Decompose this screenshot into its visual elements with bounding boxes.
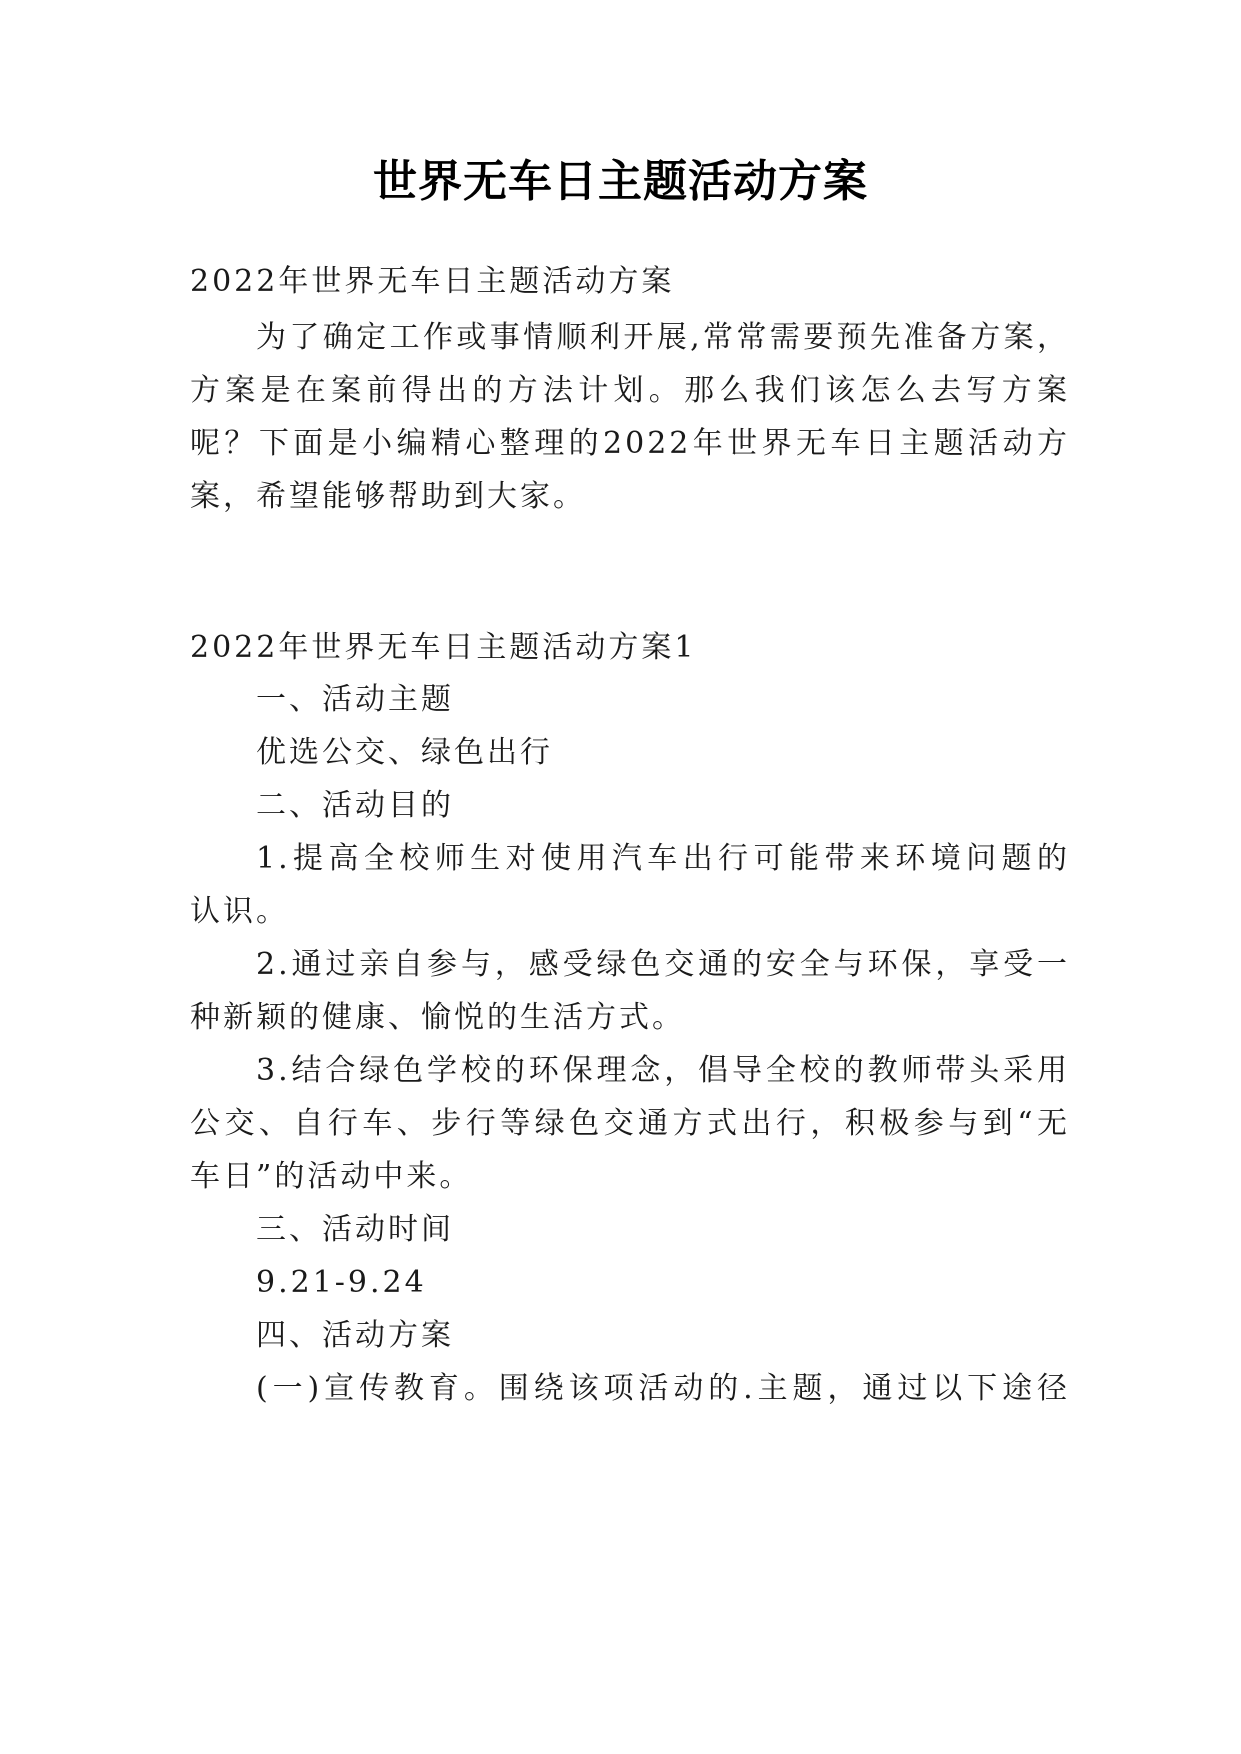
purpose-item-1-line: 1.提高全校师生对使用汽车出行可能带来环境问题的: [256, 841, 1070, 876]
section-title-theme: 一、活动主题: [256, 682, 454, 717]
time-text: 9.21-9.24: [256, 1265, 427, 1300]
intro-paragraph-line: 方案是在案前得出的方法计划。那么我们该怎么去写方案: [190, 373, 1070, 408]
intro-heading: 2022年世界无车日主题活动方案: [190, 264, 675, 299]
purpose-item-2-line: 2.通过亲自参与，感受绿色交通的安全与环保，享受一: [256, 947, 1070, 982]
plan-item-1-line: (一)宣传教育。围绕该项活动的.主题，通过以下途径: [256, 1371, 1070, 1406]
theme-text: 优选公交、绿色出行: [256, 735, 553, 770]
section-title-purpose: 二、活动目的: [256, 788, 454, 823]
intro-paragraph-line: 案，希望能够帮助到大家。: [190, 479, 586, 514]
document-title: 世界无车日主题活动方案: [373, 156, 868, 207]
purpose-item-3-line: 3.结合绿色学校的环保理念，倡导全校的教师带头采用: [256, 1053, 1070, 1088]
purpose-item-3-line: 公交、自行车、步行等绿色交通方式出行，积极参与到“无: [190, 1106, 1070, 1141]
intro-paragraph-line: 呢？下面是小编精心整理的2022年世界无车日主题活动方: [190, 426, 1070, 461]
purpose-item-2-line: 种新颖的健康、愉悦的生活方式。: [190, 1000, 685, 1035]
purpose-item-3-line: 车日”的活动中来。: [190, 1159, 473, 1194]
purpose-item-1-line: 认识。: [190, 894, 289, 929]
intro-paragraph-line: 为了确定工作或事情顺利开展,常常需要预先准备方案，: [256, 320, 1070, 355]
section-heading: 2022年世界无车日主题活动方案1: [190, 630, 697, 665]
section-title-time: 三、活动时间: [256, 1212, 454, 1247]
section-title-plan: 四、活动方案: [256, 1318, 454, 1353]
